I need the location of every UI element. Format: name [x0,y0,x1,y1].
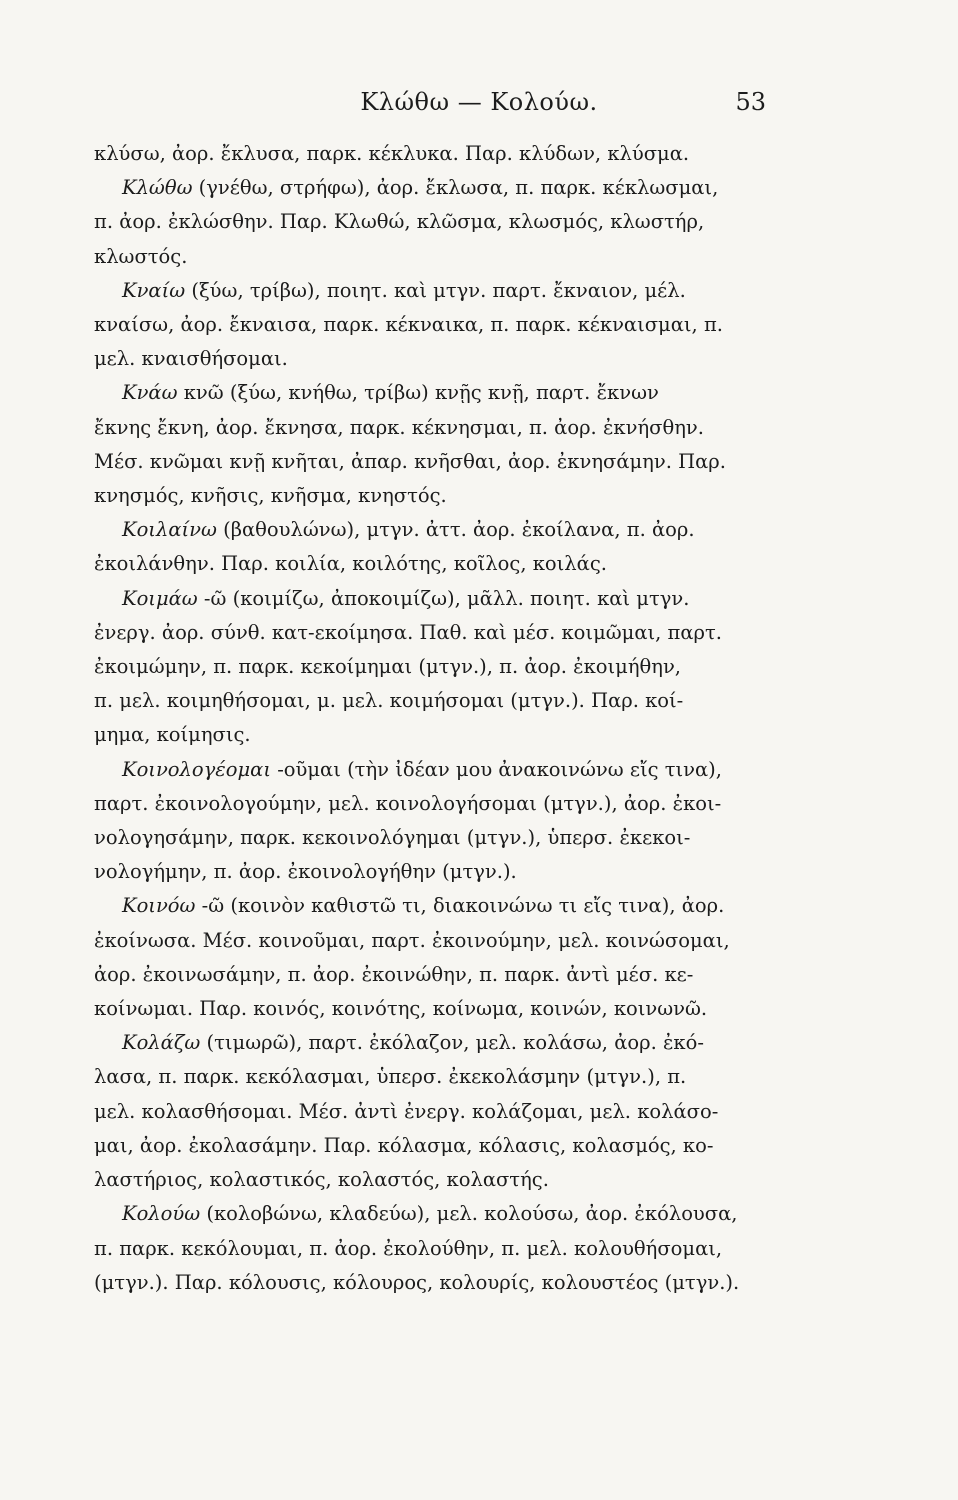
entry-first-line [94,376,774,410]
lemma: Κολάζω [122,1031,201,1055]
entry-first-line [94,1026,774,1060]
text-line: ἐκοίνωσα. Μέσ. κοινοῦμαι, παρτ. ἐκοινούμην, μελ. κοινώσομαι, [94,928,730,952]
text-line: κλωστός. [94,244,188,268]
entry-first-line [94,1197,774,1231]
entry-definition: -ῶ (κοινὸν καθιστῶ τι, διακοινώνω τι εἴς τινα), ἀορ. [195,894,725,918]
text-line: μελ. κναισθήσομαι. [94,347,288,371]
running-head: Κλώθω — Κολούω. [360,88,598,116]
page-number: 53 [735,88,766,116]
entry-definition: (κολοβώνω, κλαδεύω), μελ. κολούσω, ἀορ. ἐκόλουσα, [200,1202,738,1226]
text-line: π. παρκ. κεκόλουμαι, π. ἀορ. ἐκολούθην, π. μελ. κολουθήσομαι, [94,1236,723,1260]
text-line: ἀορ. ἐκοινωσάμην, π. ἀορ. ἐκοινώθην, π. παρκ. ἀντὶ μέσ. κε- [94,962,694,986]
text-line: παρτ. ἐκοινολογούμην, μελ. κοινολογήσομαι (μτγν.), ἀορ. ἐκοι- [94,791,722,815]
text-line: ἔκνης ἔκνη, ἀορ. ἔκνησα, παρκ. κέκνησμαι, π. ἀορ. ἐκνήσθην. [94,415,704,439]
entry-definition: (ξύω, τρίβω), ποιητ. καὶ μτγν. παρτ. ἔκναιον, μέλ. [185,278,686,302]
entry-definition: (βαθουλώνω), μτγν. ἀττ. ἀορ. ἐκοίλανα, π. ἀορ. [216,518,695,542]
text-line: νολογησάμην, παρκ. κεκοινολόγημαι (μτγν.), ὑπερσ. ἐκεκοι- [94,826,691,850]
lemma: Κνάω [122,381,178,405]
text-line: ἐνεργ. ἀορ. σύνθ. κατ-εκοίμησα. Παθ. καὶ μέσ. κοιμῶμαι, παρτ. [94,620,722,644]
text-line: λαστήριος, κολαστικός, κολαστός, κολαστής. [94,1168,549,1192]
text-line: π. μελ. κοιμηθήσομαι, μ. μελ. κοιμήσομαι (μτγν.). Παρ. κοί- [94,689,684,713]
entry-first-line [94,513,774,547]
entry-first-line [94,753,774,787]
entry-definition: -ῶ (κοιμίζω, ἀποκοιμίζω), μᾶλλ. ποιητ. καὶ μτγν. [197,586,690,610]
text-line: κλύσω, ἀορ. ἔκλυσα, παρκ. κέκλυκα. Παρ. κλύδων, κλύσμα. [94,142,690,165]
lemma: Κναίω [122,278,186,302]
text-line: ἐκοιμώμην, π. παρκ. κεκοίμημαι (μτγν.), π. ἀορ. ἐκοιμήθην, [94,655,681,679]
lemma: Κολούω [122,1202,201,1226]
text-line: Μέσ. κνῶμαι κνῇ κνῆται, ἀπαρ. κνῆσθαι, ἀορ. ἐκνησάμην. Παρ. [94,449,726,473]
entry-first-line [94,274,774,308]
text-line: λασα, π. παρκ. κεκόλασμαι, ὑπερσ. ἐκεκολάσμην (μτγν.), π. [94,1065,687,1089]
entry-first-line [94,171,774,205]
lemma: Κοινόω [122,894,196,918]
entry-definition: (γνέθω, στρήφω), ἀορ. ἔκλωσα, π. παρκ. κέκλωσμαι, [192,176,719,200]
text-line: ἐκοιλάνθην. Παρ. κοιλία, κοιλότης, κοῖλος, κοιλάς. [94,552,607,576]
entry-definition: κνῶ (ξύω, κνήθω, τρίβω) κνῇς κνῇ, παρτ. ἔκνων [177,381,659,405]
lemma: Κοιμάω [122,586,198,610]
text-line: κναίσω, ἀορ. ἔκναισα, παρκ. κέκναικα, π. παρκ. κέκναισμαι, π. [94,313,723,337]
text-line: μελ. κολασθήσομαι. Μέσ. ἀντὶ ἐνεργ. κολάζομαι, μελ. κολάσο- [94,1099,719,1123]
entry-definition: (τιμωρῶ), παρτ. ἐκόλαζον, μελ. κολάσω, ἀορ. ἐκό- [200,1031,704,1055]
text-line: π. ἀορ. ἐκλώσθην. Παρ. Κλωθώ, κλῶσμα, κλωσμός, κλωστήρ, [94,210,705,234]
lemma: Κοινολογέομαι [122,757,271,781]
lemma: Κλώθω [122,176,193,200]
text-line: μαι, ἀορ. ἐκολασάμην. Παρ. κόλασμα, κόλασις, κολασμός, κο- [94,1133,714,1157]
text-line: κοίνωμαι. Παρ. κοινός, κοινότης, κοίνωμα, κοινών, κοινωνῶ. [94,997,708,1021]
text-line: νολογήμην, π. ἀορ. ἐκοινολογήθην (μτγν.). [94,860,517,884]
entry-definition: -οῦμαι (τὴν ἰδέαν μου ἀνακοινώνω εἴς τινα), [271,757,722,781]
entry-first-line [94,889,774,923]
text-line: μημα, κοίμησις. [94,723,251,747]
dictionary-body [94,137,774,1300]
text-line: κνησμός, κνῆσις, κνῆσμα, κνηστός. [94,484,447,508]
entry-first-line [94,582,774,616]
lemma: Κοιλαίνω [122,518,217,542]
text-line: (μτγν.). Παρ. κόλουσις, κόλουρος, κολουρίς, κολουστέος (μτγν.). [94,1270,740,1294]
